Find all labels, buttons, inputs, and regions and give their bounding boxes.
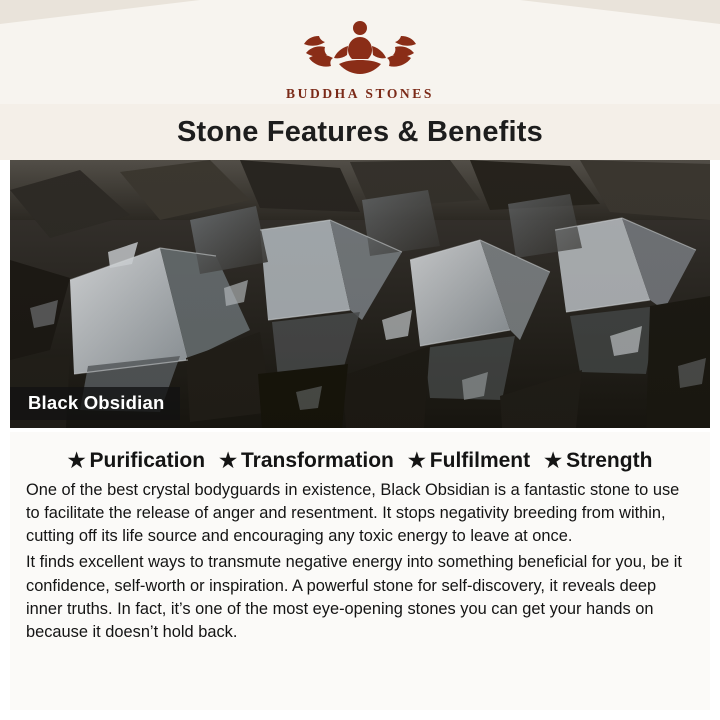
brand-name: BUDDHA STONES <box>286 86 434 101</box>
content-panel <box>10 432 710 710</box>
bottom-margin <box>0 710 720 720</box>
keyword-item <box>219 448 394 473</box>
description-paragraph-2: It finds excellent ways to transmute negative energy into something beneficial for you, be it confidence, self-worth or inspiration. A powerful stone for self-discovery, it reveals deep inner truths. In fact, it’s one of the most eye-opening stones you can get your hands on because it doesn’t hold back. <box>26 553 682 641</box>
keyword-label: Purification <box>89 448 206 472</box>
keyword-label: Fulfilment <box>429 448 531 472</box>
keyword-list <box>10 432 710 473</box>
star-icon: ★ <box>407 450 426 472</box>
description-paragraph-1: One of the best crystal bodyguards in existence, Black Obsidian is a fantastic stone to use to facilitate the release of anger and resentment. It stops negativity breeding from within, cutting off its life source and encouraging any toxic energy to leave at once. <box>26 481 680 546</box>
keyword-item <box>408 448 530 473</box>
star-icon: ★ <box>544 450 563 472</box>
keyword-item <box>68 448 205 473</box>
keyword-item <box>544 448 652 473</box>
title-bar <box>0 104 720 160</box>
page-title: Stone Features & Benefits <box>177 115 543 148</box>
description-text <box>10 473 710 644</box>
lotus-meditating-figure-icon <box>295 14 425 84</box>
keyword-label: Transformation <box>241 448 394 472</box>
right-margin <box>710 160 720 720</box>
image-caption: Black Obsidian <box>10 387 180 420</box>
keyword-label: Strength <box>566 448 653 472</box>
brand-logo <box>0 14 720 102</box>
hero-image <box>10 160 710 428</box>
left-margin <box>0 160 10 720</box>
star-icon: ★ <box>67 450 86 472</box>
star-icon: ★ <box>219 450 237 472</box>
brand-band <box>0 0 720 112</box>
